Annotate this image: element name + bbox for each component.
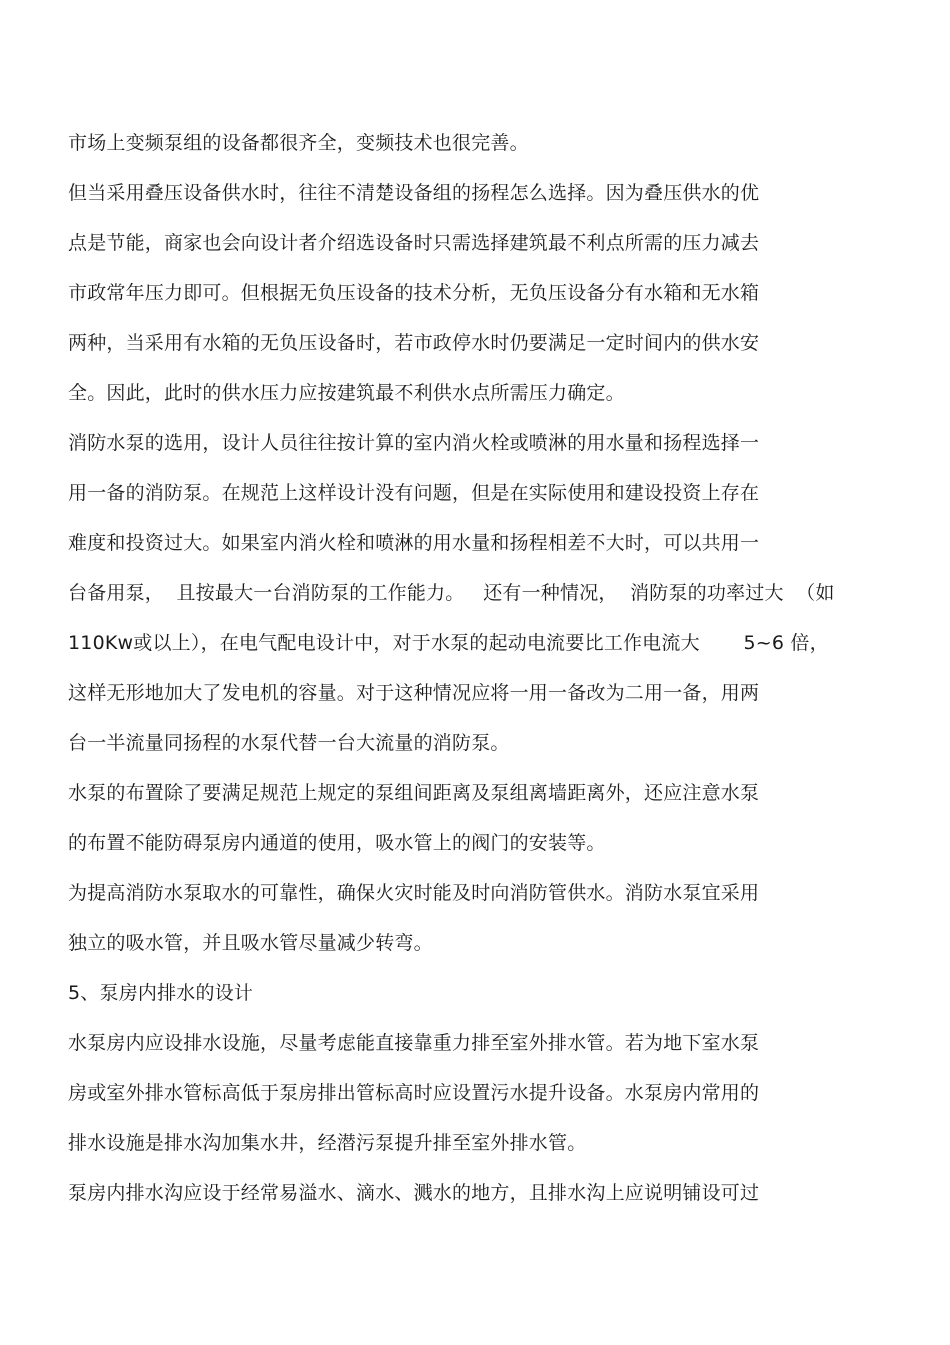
text-line: 市场上变频泵组的设备都很齐全，变频技术也很完善。 <box>68 132 529 154</box>
text-line: 市政常年压力即可。但根据无负压设备的技术分析，无负压设备分有水箱和无水箱 <box>68 282 760 304</box>
text-line: 泵房内排水沟应设于经常易溢水、滴水、溅水的地方，且排水沟上应说明铺设可过 <box>68 1182 760 1204</box>
text-line: 两种，当采用有水箱的无负压设备时，若市政停水时仍要满足一定时间内的供水安 <box>68 332 760 354</box>
text-line: 房或室外排水管标高低于泵房排出管标高时应设置污水提升设备。水泵房内常用的 <box>68 1082 760 1104</box>
text-line: 点是节能，商家也会向设计者介绍选设备时只需选择建筑最不利点所需的压力减去 <box>68 232 760 254</box>
text-line: 台一半流量同扬程的水泵代替一台大流量的消防泵。 <box>68 732 510 754</box>
text-line: 排水设施是排水沟加集水井，经潜污泵提升排至室外排水管。 <box>68 1132 587 1154</box>
text-line: 难度和投资过大。如果室内消火栓和喷淋的用水量和扬程相差不大时，可以共用一 <box>68 532 760 554</box>
text-line: 独立的吸水管，并且吸水管尽量减少转弯。 <box>68 932 433 954</box>
text-line: 水泵房内应设排水设施，尽量考虑能直接靠重力排至室外排水管。若为地下室水泵 <box>68 1032 760 1054</box>
text-line: 但当采用叠压设备供水时，往往不清楚设备组的扬程怎么选择。因为叠压供水的优 <box>68 182 760 204</box>
text-line: 的布置不能防碍泵房内通道的使用，吸水管上的阀门的安装等。 <box>68 832 606 854</box>
text-line: 用一备的消防泵。在规范上这样设计没有问题，但是在实际使用和建设投资上存在 <box>68 482 760 504</box>
text-line: 台备用泵， 且按最大一台消防泵的工作能力。 还有一种情况， 消防泵的功率过大 （如 <box>68 582 835 604</box>
text-line: 这样无形地加大了发电机的容量。对于这种情况应将一用一备改为二用一备，用两 <box>68 682 760 704</box>
text-line: 全。因此，此时的供水压力应按建筑最不利供水点所需压力确定。 <box>68 382 625 404</box>
text-line: 为提高消防水泵取水的可靠性，确保火灾时能及时向消防管供水。消防水泵宜采用 <box>68 882 760 904</box>
section-heading: 5、泵房内排水的设计 <box>68 982 254 1004</box>
text-line: 110Kw或以上），在电气配电设计中，对于水泵的起动电流要比工作电流大 5~6 倍， <box>68 632 829 654</box>
text-line: 消防水泵的选用，设计人员往往按计算的室内消火栓或喷淋的用水量和扬程选择一 <box>68 432 760 454</box>
text-line: 水泵的布置除了要满足规范上规定的泵组间距离及泵组离墙距离外，还应注意水泵 <box>68 782 760 804</box>
